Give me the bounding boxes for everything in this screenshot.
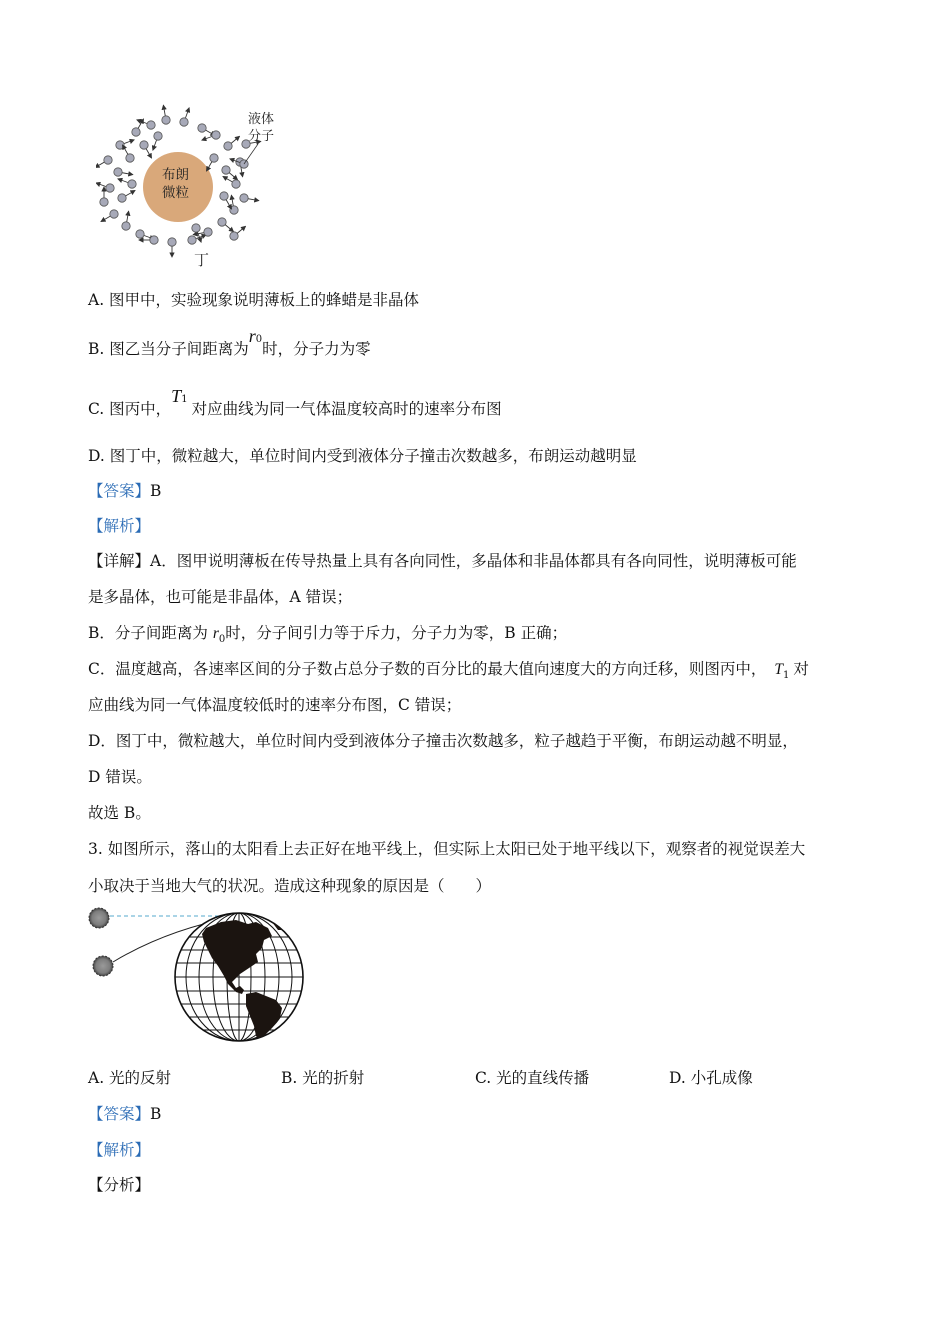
q2-option-b-post: 时，分子力为零: [262, 340, 371, 358]
q2-detail-line-6: D．图丁中，微粒越大，单位时间内受到液体分子撞击次数越多，粒子越趋于平衡，布朗运动越不明显，: [88, 732, 798, 750]
sunset-figure: [86, 900, 308, 1048]
liquid-molecule: [230, 206, 238, 214]
liquid-molecule: [192, 224, 200, 232]
liquid-molecule: [132, 128, 140, 136]
liquid-molecule: [222, 166, 230, 174]
q3-stem-line-1: 3. 如图所示，落山的太阳看上去正好在地平线上，但实际上太阳已处于地平线以下，观察者的视觉误差大: [88, 840, 806, 858]
answer-value: B: [150, 482, 162, 500]
particle-label-2: 微粒: [162, 185, 189, 201]
liquid-molecule: [224, 142, 232, 150]
q2-detail-t-sub: 1: [783, 670, 790, 682]
q2-detail-r-sub: 0: [218, 634, 226, 646]
q2-analysis-tag: 【解析】: [88, 517, 151, 535]
q2-option-d: D. 图丁中，微粒越大，单位时间内受到液体分子撞击次数越多，布朗运动越明显: [88, 447, 637, 465]
apparent-sun-icon: [89, 908, 109, 928]
liquid-label-1: 液体: [248, 112, 275, 127]
liquid-molecule: [104, 156, 112, 164]
liquid-molecule: [220, 192, 228, 200]
liquid-molecule: [126, 154, 134, 162]
particle-label-1: 布朗: [162, 167, 189, 183]
sunset-diagram: [86, 900, 308, 1048]
liquid-molecule: [218, 218, 226, 226]
brownian-figure: [96, 100, 296, 270]
liquid-molecule: [212, 131, 220, 139]
q2-detail-line-3: [88, 623, 567, 650]
q2-answer: [88, 481, 161, 501]
liquid-molecule: [180, 118, 188, 126]
liquid-molecule: [230, 232, 238, 240]
liquid-molecule: [168, 238, 176, 246]
q3-option-c: C. 光的直线传播: [475, 1069, 590, 1087]
liquid-molecule: [128, 180, 136, 188]
liquid-molecule: [232, 180, 240, 188]
q3-analysis-sub-tag: 【分析】: [88, 1176, 151, 1194]
liquid-label-2: 分子: [248, 129, 275, 144]
q2-detail-line-3-pre: B．分子间距离为: [88, 624, 213, 642]
q3-option-a: A. 光的反射: [88, 1069, 172, 1087]
liquid-molecule: [114, 168, 122, 176]
q2-detail-line-4-post: 对: [793, 660, 809, 678]
q2-option-c-pre: C. 图丙中，: [88, 400, 172, 418]
liquid-molecule: [240, 194, 248, 202]
q2-detail-line-5: 应曲线为同一气体温度较低时的速率分布图，C 错误；: [88, 696, 462, 714]
q2-option-b-pre: B. 图乙当分子间距离为: [88, 340, 249, 358]
q2-detail-line-7: D 错误。: [88, 768, 152, 786]
q2-option-c-post: 对应曲线为同一气体温度较高时的速率分布图: [191, 400, 502, 418]
answer-value: B: [150, 1105, 162, 1123]
liquid-molecule: [150, 236, 158, 244]
figure-caption-ding: 丁: [194, 251, 210, 269]
q2-detail-line-2: 是多晶体，也可能是非晶体，A 错误；: [88, 588, 353, 606]
liquid-molecule: [154, 132, 162, 140]
q3-analysis-tag: 【解析】: [88, 1141, 151, 1159]
q3-option-d: D. 小孔成像: [669, 1069, 753, 1087]
q2-detail-line-4: [88, 659, 809, 686]
q2-option-a: A. 图甲中，实验现象说明薄板上的蜂蜡是非晶体: [88, 291, 420, 309]
answer-tag: 【答案】: [88, 482, 151, 500]
liquid-molecule: [162, 116, 170, 124]
q2-detail-r-symbol: r: [212, 625, 219, 642]
q2-option-c-symbol: T1: [171, 386, 188, 406]
answer-tag: 【答案】: [88, 1105, 151, 1123]
globe-icon: [175, 913, 303, 1041]
q2-detail-line-8: 故选 B。: [88, 804, 151, 822]
liquid-molecule: [110, 210, 118, 218]
liquid-molecule: [140, 141, 148, 149]
liquid-molecule: [136, 230, 144, 238]
q2-detail-line-1: 【详解】A．图甲说明薄板在传导热量上具有各向同性，多晶体和非晶体都具有各向同性，说明薄板可能: [88, 552, 797, 570]
q3-stem-line-2: 小取决于当地大气的状况。造成这种现象的原因是（ ）: [88, 877, 492, 895]
liquid-molecule: [106, 184, 114, 192]
q2-detail-t-symbol: T: [774, 661, 783, 678]
q2-detail-line-3-post: 时，分子间引力等于斥力，分子力为零，B 正确；: [225, 624, 568, 642]
liquid-molecule: [210, 154, 218, 162]
liquid-molecule: [118, 194, 126, 202]
liquid-molecule: [147, 121, 155, 129]
q3-option-b: B. 光的折射: [281, 1069, 365, 1087]
actual-sun-icon: [93, 956, 113, 976]
q2-option-b-symbol: r0: [248, 326, 263, 346]
q2-detail-line-4-pre: C．温度越高，各速率区间的分子数占总分子数的百分比的最大值向速度大的方向迁移，则图丙中，: [88, 660, 767, 678]
liquid-molecule: [204, 228, 212, 236]
q2-option-b: [88, 326, 371, 362]
liquid-molecule: [100, 198, 108, 206]
q3-answer: [88, 1104, 161, 1124]
q2-option-c: [88, 386, 502, 422]
liquid-molecule: [188, 236, 196, 244]
liquid-molecule: [198, 124, 206, 132]
liquid-molecule: [122, 222, 130, 230]
